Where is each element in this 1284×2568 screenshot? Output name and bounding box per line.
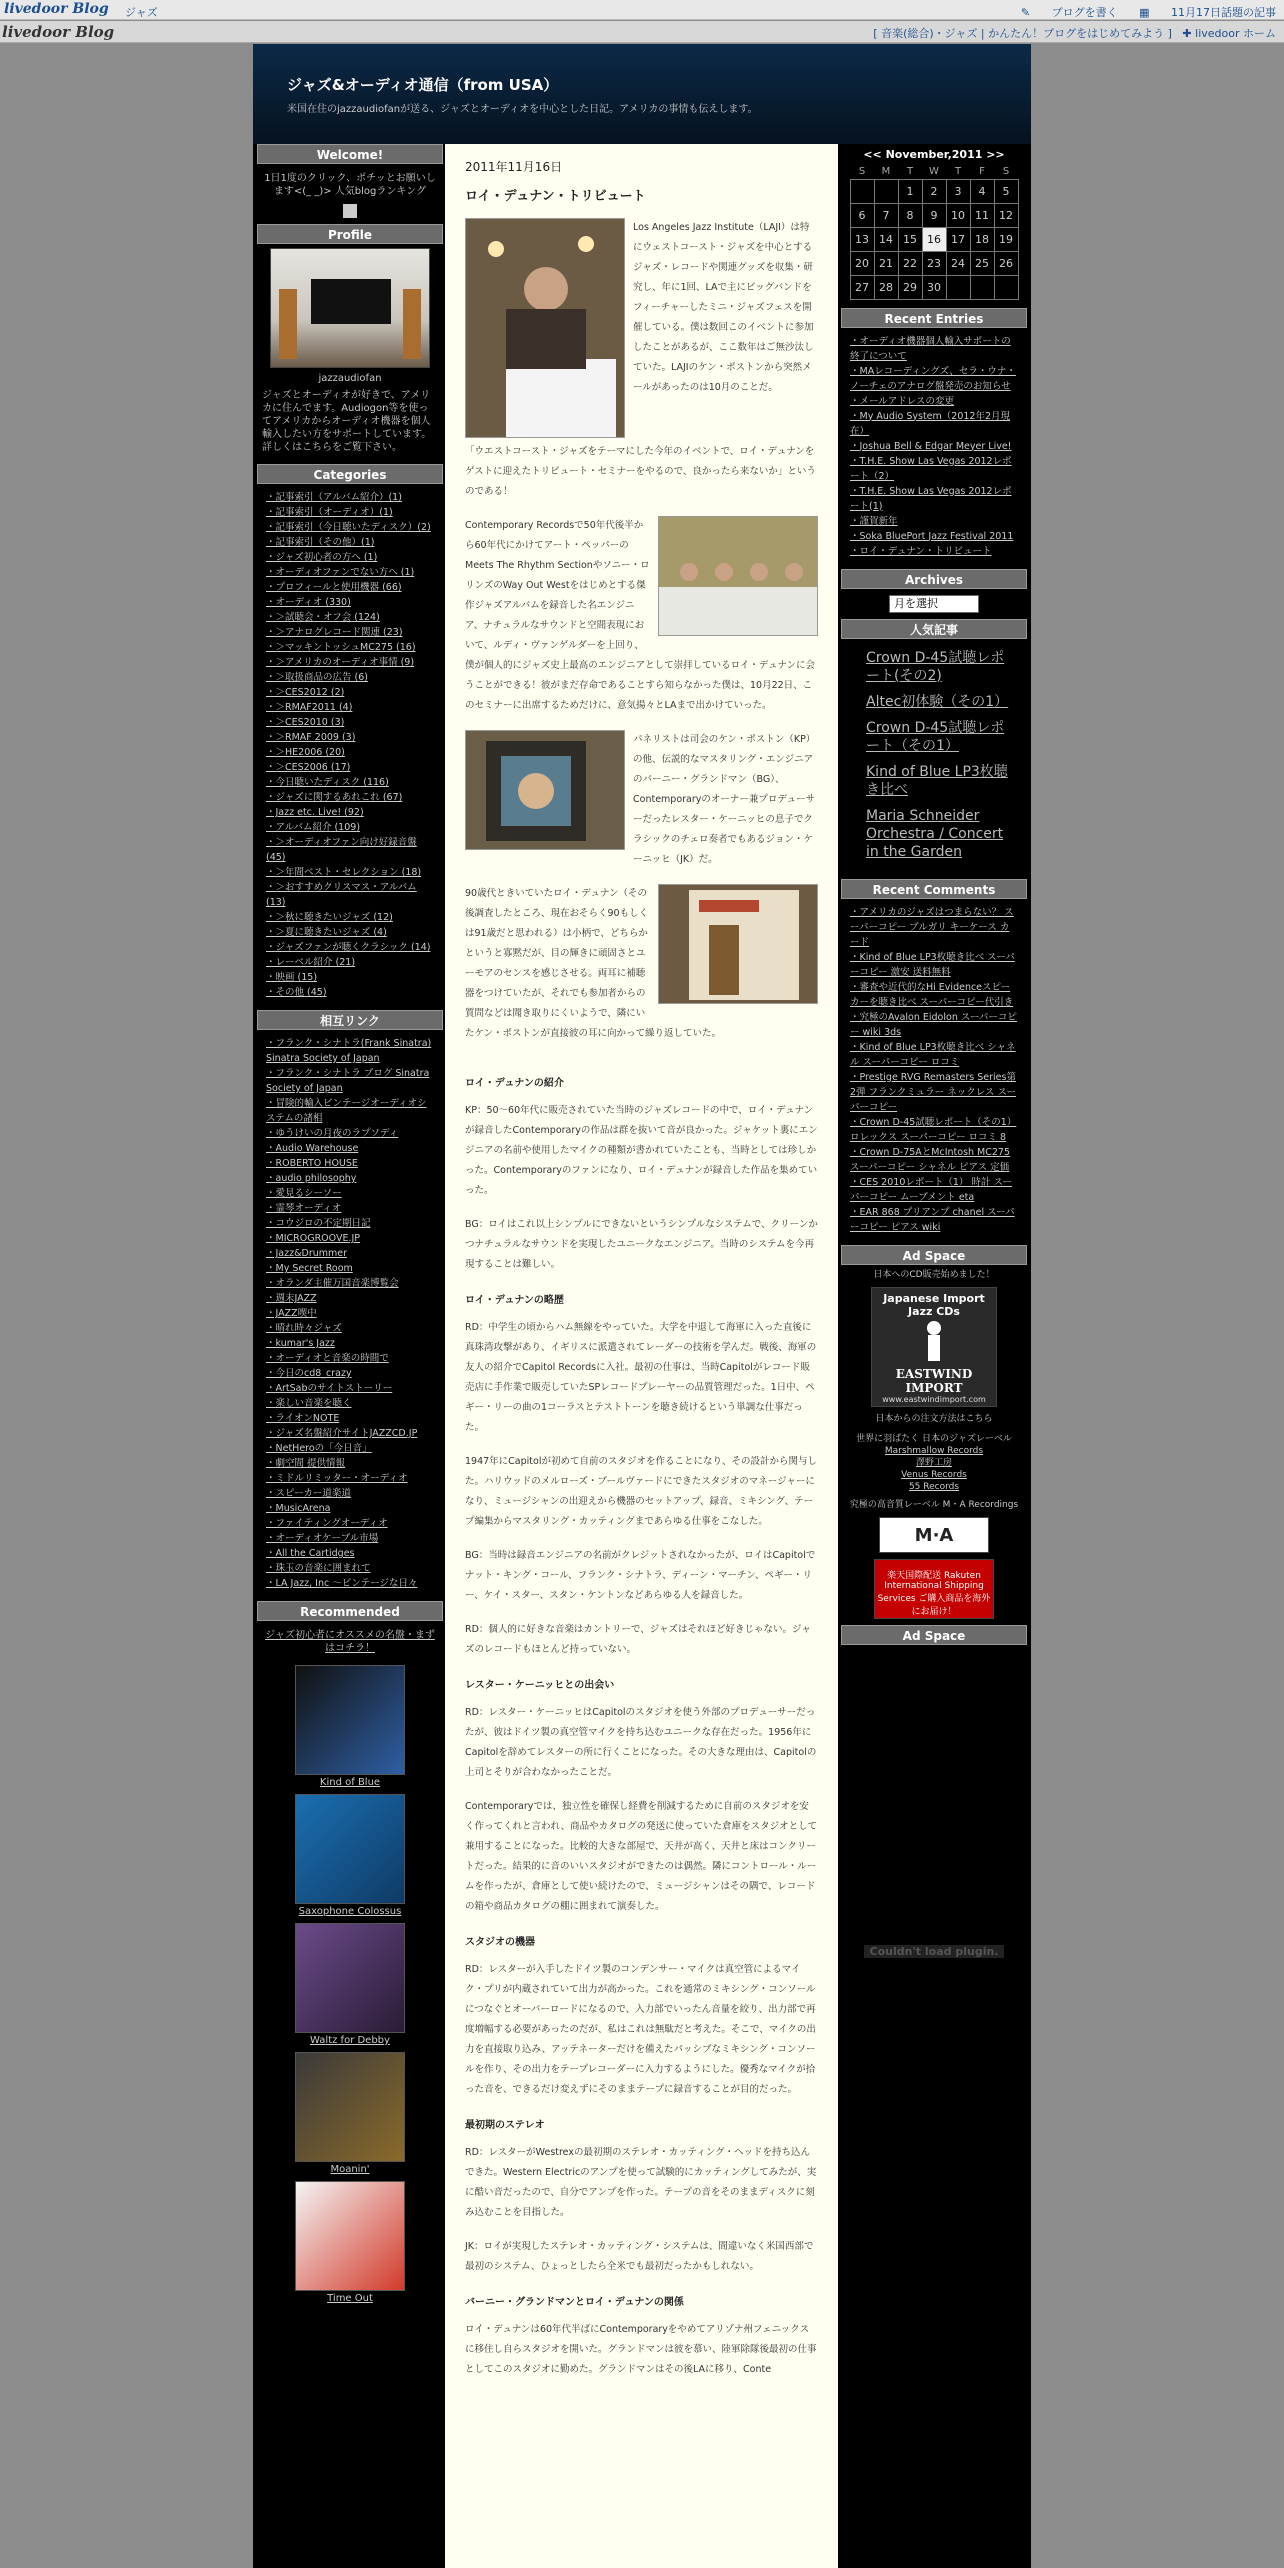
section-6-title: バーニー・グランドマンとロイ・デュナンの関係 [465,2297,684,2308]
category-item[interactable]: ・＞RMAF2011 (4) [266,702,353,713]
post-para-15: RD：レスターがWestrexの最初期のステレオ・カッティング・ヘッドを持ち込んできた。Western Electricのアンプを使って試験的にカッティングしてみたが、実に酷い音だったので、自分でアンプを作った。テープの音をそのままディスクに刻み込むことを目指した。 [465,2147,817,2218]
recommended-albums [256,1665,444,2304]
category-item[interactable]: ・オーディオ (330) [266,597,351,608]
topbar-right [1003,4,1276,20]
weekday-label: M [881,166,891,178]
post-title[interactable]: ロイ・デュナン・トリビュート [465,189,646,204]
category-item[interactable]: ・＞HE2006 (20) [266,747,345,758]
calendar-day[interactable]: 21 [874,251,898,275]
link-item[interactable]: ・霊琴オーディオ [266,1203,342,1214]
calendar-day[interactable]: 2 [922,179,946,203]
plugin-error: Couldn't load plugin. [864,1945,1004,1958]
category-item[interactable]: ・ジャズ初心者の方へ (1) [266,552,378,563]
recent-entry-item[interactable]: ・Soka BluePort Jazz Festival 2011 [850,530,1014,542]
category-item[interactable]: ・＞マッキントッシュMC275 (16) [266,642,416,653]
category-item[interactable]: ・＞取扱商品の広告 (6) [266,672,368,683]
categories-title: Categories [257,464,443,484]
post-para-17: ロイ・デュナンは60年代半ばにContemporaryをやめてアリゾナ州フェニックスに移住し自らスタジオを開いた。グランドマンは彼を慕い、陸軍除隊後最初の仕事としてこのスタジオに勤めた。グランドマンはその後LAに移り、Conte [465,2324,817,2375]
livedoor-blog-bar [0,21,1284,43]
category-item[interactable]: ・＞試聴会・オフ会 (124) [266,612,380,623]
post-para-16: JK：ロイが実現したステレオ・カッティング・システムは、間違いなく米国西部で最初のシステム、ひょっとしたら全米でも最初だったかもしれない。 [465,2241,814,2272]
link-item[interactable]: ・Jazz&Drummer [266,1248,348,1259]
blog-description: 米国在住のjazzaudiofanが送る、ジャズとオーディオを中心とした日記。アメリカの事情も伝えします。 [287,104,758,115]
recent-entries-list [840,332,1028,563]
link-item[interactable]: ・All the Cartidges [266,1548,355,1559]
link-item[interactable]: ・今日のcd8_crazy [266,1368,352,1379]
section-5-title: 最初期のステレオ [465,2120,545,2131]
livedoor-home-label: livedoor ホーム [1195,27,1276,40]
post-para-12: RD：レスター・ケーニッヒはCapitolのスタジオを使う外部のプロデューサーだったが、彼はドイツ製の真空管マイクを持ち込むユニークな存在だった。1956年にCapitolを辞めてレスターの所に行くことになった。その大きな理由は、Capitolの上司とそりが合わなかったことだ。 [465,1707,817,1778]
eastwind-ad-url: www.eastwindimport.com [882,1394,986,1404]
calendar-day[interactable]: 9 [922,203,946,227]
blog-title[interactable]: ジャズ&オーディオ通信（from USA） [287,76,559,94]
seminar-photo-1[interactable] [465,218,625,438]
left-sidebar [256,144,444,2310]
ad-space-title: Ad Space [841,1245,1027,1265]
calendar-day[interactable]: 6 [850,203,874,227]
calendar-day[interactable]: 10 [946,203,970,227]
popular-list [840,643,1028,873]
link-item[interactable]: ・オランダ主催万国音楽博覧会 [266,1278,399,1289]
recent-entries-title: Recent Entries [841,308,1027,328]
link-item[interactable]: ・Audio Warehouse [266,1143,359,1154]
category-item[interactable]: ・＞年間ベスト・セレクション (18) [266,867,422,878]
ad-label-link[interactable]: Marshmallow Records [884,1445,984,1456]
category-item[interactable]: ・ジャズファンが聴くクラシック (14) [266,942,431,953]
link-item[interactable]: ・NetHeroの「今日音」 [266,1443,372,1454]
bar2-links [873,25,1276,41]
link-item[interactable]: ・フランク・シナトラ ブログ Sinatra Society of Japan [266,1068,430,1094]
ad-text-3: 世界に羽ばたく 日本のジャズレーベル [856,1433,1012,1444]
blog-header [253,44,1031,144]
category-item[interactable]: ・プロフィールと使用機器 (66) [266,582,402,593]
calendar-day [994,275,1018,299]
recent-entry-item[interactable]: ・T.H.E. Show Las Vegas 2012レポート（2） [850,455,1012,482]
popular-item[interactable]: Crown D-45試聴レポート(その2) [866,649,1005,684]
calendar-day[interactable]: 26 [994,251,1018,275]
popular-item[interactable]: Kind of Blue LP3枚聴き比べ [866,763,1008,798]
section-2-title: ロイ・デュナンの略歴 [465,1295,564,1306]
eastwind-ad-label: Japanese Import Jazz CDs [883,1291,985,1318]
ad-space-2-title: Ad Space [841,1625,1027,1645]
topic-articles-link[interactable]: ▦ 11月17日話題の記事 [1139,6,1276,19]
post-para-6: KP：50～60年代に販売されていた当時のジャズレコードの中で、ロイ・デュナンが録音したContemporaryの作品は群を抜いて音が良かった。ジャケット裏にエンジニアの名前や使用したマイクの種類が書かれていたことも、当時としては珍しかった。Contemporaryのファンになり、ロイ・デュナンが録音した作品を集めていった。 [465,1105,818,1196]
write-blog-label: ブログを書く [1051,6,1118,19]
calendar-day[interactable]: 18 [970,227,994,251]
eastwind-ad-brand: EASTWIND IMPORT [895,1366,973,1395]
calendar-day[interactable]: 11 [970,203,994,227]
post-para-5: 90歳代ときいていたロイ・デュナン（その後調査したところ、現在おそらく90もしくは91歳だと思われる）は小柄で、どちらかというと寡黙だが、目の輝きに頑固さとユーモアのセンスを感じさせる。両耳に補聴器をつけていたが、それでも参加者からの質問などは聞き取りにくいようで、隣にいたケン・ポストンが直接彼の耳に向かって繰り返していた。 [465,888,722,1039]
livedoor-blog-logo[interactable]: livedoor Blog [4,1,109,17]
category-item[interactable]: ・＞夏に聴きたいジャズ (4) [266,927,387,938]
link-item[interactable]: ・冒険的輸入ビンテージオーディオシステムの諸相 [266,1098,427,1124]
weekday-label: S [858,166,866,178]
link-item[interactable]: ・フランク・シナトラ(Frank Sinatra) Sinatra Society of Japan [266,1038,432,1064]
link-item[interactable]: ・ジャズ名盤紹介サイトJAZZCD.JP [266,1428,418,1439]
archives-select[interactable]: 月を選択 [889,595,979,613]
post-para-2: 「ウエストコースト・ジャズをテーマにした今年のイベントで、ロイ・デュナンをゲストに迎えたトリビュート・セミナーをやるので、良かったら来ないか」というのである！ [465,446,816,497]
recommended-title: Recommended [257,1601,443,1621]
link-item[interactable]: ・珠玉の音楽に囲まれて [266,1563,371,1574]
category-item[interactable]: ・記事索引（今日聴いたディスク）(2) [266,522,431,533]
welcome-title: Welcome! [257,144,443,164]
recent-comment-item[interactable]: ・Crown D-75AとMcIntosh MC275 スーパーコピー シャネル ピアス 定価 [850,1146,1011,1173]
eastwind-import-ad[interactable] [871,1287,997,1407]
ad-label-link[interactable]: 55 Records [908,1481,960,1492]
category-item[interactable]: ・記事索引（その他）(1) [266,537,375,548]
calendar-day[interactable]: 30 [922,275,946,299]
calendar-day[interactable]: 24 [946,251,970,275]
category-item[interactable]: ・＞CES2012 (2) [266,687,345,698]
link-item[interactable]: ・My Secret Room [266,1263,353,1274]
link-item[interactable]: ・楽しい音楽を聴く [266,1398,352,1409]
links-list [256,1034,444,1595]
link-item[interactable]: ・愛見るシーソー [266,1188,342,1199]
category-item[interactable]: ・ジャズに関するあれこれ (67) [266,792,403,803]
post-para-3: Contemporary Recordsで50年代後半から60年代にかけてアート・ペッパーのMeets The Rhythm Sectionやソニー・ロリンズのWay Out Westをはじめとする傑作ジャズアルバムを録音した名エンジニア、ナチュラルなサウンドと空間表現において、ルディ・ヴァンゲルダーを上回り、僕が個人的にジャズ史上最高のエンジニアとして崇拝しているロイ・デュナンに会うことができる！彼がまだ存命であることすら知らなかった僕は、10月22日、このセミナーに出席するためだけに、意気揚々とLAまで出かけていった。 [465,520,816,711]
calendar-day[interactable]: 25 [970,251,994,275]
weekday-label: W [929,166,939,178]
categories-list [256,488,444,1004]
category-item[interactable]: ・＞秋に聴きたいジャズ (12) [266,912,393,923]
recent-comment-item[interactable]: ・審査や近代的なHi Evidenceスピーカーを聴き比べ スーパーコピー代引き [850,981,1014,1008]
link-item[interactable]: ・オーディオケーブル市場 [266,1533,379,1544]
album-title[interactable]: Kind of Blue [319,1777,381,1788]
category-item[interactable]: ・＞オーディオファン向け好録音盤 (45) [266,837,417,863]
calendar-day[interactable]: 27 [850,275,874,299]
recent-comment-item[interactable]: ・CES 2010レポート（1） 時計 スーパーコピー ムーブメント eta [850,1176,1012,1203]
album-title[interactable]: Saxophone Colossus [298,1906,402,1917]
write-blog-link[interactable]: ✎ ブログを書く [1020,6,1118,19]
recent-comments-title: Recent Comments [841,879,1027,899]
profile-title: Profile [257,224,443,244]
recent-entry-item[interactable]: ・メールアドレスの変更 [850,395,955,407]
topic-articles-label: 11月17日話題の記事 [1171,6,1276,19]
calendar-day[interactable]: 13 [850,227,874,251]
right-sidebar [840,144,1028,1958]
calendar-day[interactable]: 5 [994,179,1018,203]
link-item[interactable]: ・MICROGROOVE.JP [266,1233,361,1244]
link-item[interactable]: ・劇空間 提供情報 [266,1458,346,1469]
category-item[interactable]: ・その他 (45) [266,987,327,998]
calendar-day[interactable]: 8 [898,203,922,227]
post-para-7: BG：ロイはこれ以上シンプルにできないというシンプルなシステムで、クリーンかつナチュラルなサウンドを実現したユニークなエンジニア。当時のシステムを今再現することは難しい。 [465,1219,818,1270]
category-item[interactable]: ・＞アメリカのオーディオ事情 (9) [266,657,415,668]
album-cover-photo[interactable] [465,730,625,850]
weekday-label: T [954,166,962,178]
recent-comments-list [840,903,1028,1239]
link-item[interactable]: ・スピーカー道楽道 [266,1488,351,1499]
link-item[interactable]: ・audio philosophy [266,1173,357,1184]
ad-label-link[interactable]: Venus Records [901,1469,967,1480]
link-item[interactable]: ・ライオンNOTE [266,1413,340,1424]
calendar-day [946,275,970,299]
calendar-day[interactable]: 14 [874,227,898,251]
post-para-8: RD：中学生の頃からハム無線をやっていた。大学を中退して海軍に入った直後に真珠湾攻撃があり、イギリスに派遣されてレーダーの技術を学んだ。戦後、海軍の友人の紹介でCapitol Recordsに入社。最初の仕事は、当時Capitolがレコード販売店に手作業で販売していたSPレコードプレーヤーの品質管理だった。1日中、ペギー・リーの曲の1コーラスとテストトーンを聴き続けるという単調な仕事だった。 [465,1322,817,1433]
calendar-day[interactable]: 1 [898,179,922,203]
calendar-day[interactable]: 17 [946,227,970,251]
recent-comment-item[interactable]: ・Crown D-45試聴レポート（その1） ロレックス スーパーコピー ロコミ 8 [850,1116,1017,1143]
ad-text-2[interactable]: 日本からの注文方法はこちら [875,1413,993,1424]
section-3-title: レスター・ケーニッヒとの出会い [465,1680,615,1691]
calendar-day [850,179,874,203]
link-item[interactable]: ・kumar's Jazz [266,1338,335,1349]
calendar-day [970,275,994,299]
recent-comment-item[interactable]: ・Kind of Blue LP3枚聴き比べ シャネル スーパーコピー ロコミ [850,1041,1016,1068]
recent-entry-item[interactable]: ・T.H.E. Show Las Vegas 2012レポート(1) [850,485,1012,512]
album-cover[interactable] [295,1794,405,1904]
album-title[interactable]: Waltz for Debby [310,2035,390,2046]
section-1-title: ロイ・デュナンの紹介 [465,1078,564,1089]
sax-player-icon [914,1318,954,1364]
link-item[interactable]: ・JAZZ喫中 [266,1308,317,1319]
link-item[interactable]: ・オーディオと音楽の時間で [266,1353,389,1364]
speaker-right-shape [403,289,421,359]
ad-text-1: 日本へのCD販売始めました！ [873,1269,995,1280]
calendar [850,165,1019,300]
calendar-day[interactable]: 23 [922,251,946,275]
popular-title: 人気記事 [841,619,1027,639]
recent-entry-item[interactable]: ・My Audio System（2012年2月現在） [850,410,1011,437]
calendar-day[interactable]: 3 [946,179,970,203]
link-item[interactable]: ・ファイティングオーディオ [266,1518,388,1529]
post-date: 2011年11月16日 [465,160,563,174]
post-para-13: Contemporaryでは、独立性を確保し経費を削減するために自前のスタジオを安く作ってくれと言われ、商品やカタログの発送に使っていた倉庫をスタジオとして兼用することになった。比較的大きな部屋で、天井が高く、天井と床はコンクリートだった。結果的に音のいいスタジオができたのは偶然。隣にコントロール・ルームを作ったが、倉庫として使い続けたので、ミュージシャンはその隅で、レコードの箱や商品カタログの棚に囲まれて演奏した。 [465,1801,818,1912]
category-item[interactable]: ・＞CES2010 (3) [266,717,345,728]
archives-title: Archives [841,569,1027,589]
calendar-title[interactable]: << November,2011 >> [863,148,1005,161]
rakuten-shipping-ad[interactable] [874,1559,994,1619]
link-item[interactable]: ・MusicArena [266,1503,331,1514]
profile-name: jazzaudiofan [318,373,382,384]
blog-page [253,44,1031,2568]
category-item[interactable]: ・今日聴いたディスク (116) [266,777,389,788]
bar2-genre-links[interactable]: [ 音楽(総合)・ジャズ | かんたん！ブログをはじめてみよう ] [873,27,1172,40]
post-para-10: BG：当時は録音エンジニアの名前がクレジットされなかったが、ロイはCapitolでナット・キング・コール、フランク・シナトラ、ディーン・マーチン、ペギー・リー、ケイ・スター、スタン・ケントンなどあらゆる人を録音した。 [465,1550,816,1601]
recent-comment-item[interactable]: ・Prestige RVG Remasters Series第2弾 フランクミュラー ネックレス スーパーコピー [850,1071,1016,1113]
category-item[interactable]: ・記事索引（アルバム紹介）(1) [266,492,402,503]
recent-comment-item[interactable]: ・究極のAvalon Eidolon スーパーコピー wiki 3ds [850,1011,1017,1038]
recent-comment-item[interactable]: ・Kind of Blue LP3枚聴き比べ スーパーコピー 激安 送料無料 [850,951,1015,978]
category-item[interactable]: ・＞おすすめクリスマス・アルバム (13) [266,882,417,908]
calendar-day[interactable]: 20 [850,251,874,275]
rakuten-ad-label: 楽天国際配送 Rakuten International Shipping Services ご購入商品を海外にお届け！ [877,1570,991,1617]
recent-entry-item[interactable]: ・ロイ・デュナン・トリビュート [850,545,992,557]
album-cover[interactable] [295,2052,405,2162]
profile-photo[interactable] [270,248,430,368]
popular-item[interactable]: Maria Schneider Orchestra / Concert in the Garden [866,807,1004,860]
calendar-day[interactable]: 4 [970,179,994,203]
tv-shape [311,279,391,324]
calendar-day[interactable]: 19 [994,227,1018,251]
calendar-day [874,179,898,203]
calendar-day[interactable]: 29 [898,275,922,299]
livedoor-home-link[interactable]: ✚ livedoor ホーム [1182,27,1276,40]
link-item[interactable]: ・ミドルリミッター・オーディオ [266,1473,408,1484]
calendar-day[interactable]: 7 [874,203,898,227]
weekday-label: T [906,166,914,178]
welcome-text[interactable]: 1日1度のクリック、ポチッとお願いします<(_ _)> 人気blogランキング [264,173,436,197]
recent-entry-item[interactable]: ・謹賀新年 [850,515,898,527]
category-item[interactable]: ・レーベル紹介 (21) [266,957,356,968]
calendar-day[interactable]: 28 [874,275,898,299]
popular-item[interactable]: Altec初体験（その1） [866,693,1009,710]
post-para-4: パネリストは司会のケン・ポストン（KP）の他、伝説的なマスタリング・エンジニアのバーニー・グランドマン（BG）、Contemporaryのオーナー兼プロデューサーだったレスター・ケーニッヒの息子でクラシックのチェロ奏者でもあるジョン・ケーニッヒ（JK）だ。 [633,734,816,865]
recent-entry-item[interactable]: ・Joshua Bell & Edgar Meyer Live! [850,440,1012,452]
livedoor-blog-logo-2[interactable]: livedoor Blog [2,23,115,41]
album-cover[interactable] [295,1923,405,2033]
category-item[interactable]: ・＞アナログレコード関連 (23) [266,627,403,638]
links-title: 相互リンク [257,1010,443,1030]
album-cover[interactable] [295,2181,405,2291]
album-cover[interactable] [295,1665,405,1775]
recommended-text[interactable]: ジャズ初心者にオススメの名盤・まずはコチラ！ [265,1630,435,1654]
weekday-label: F [979,166,985,178]
link-item[interactable]: ・ROBERTO HOUSE [266,1158,358,1169]
livedoor-topbar [0,0,1284,20]
link-item[interactable]: ・晴れ時々ジャズ [266,1323,342,1334]
calendar-day[interactable]: 16 [922,227,946,251]
popular-item[interactable]: Crown D-45試聴レポート（その1） [866,719,1005,754]
speaker-left-shape [279,289,297,359]
calendar-day[interactable]: 12 [994,203,1018,227]
link-item[interactable]: ・LA Jazz, Inc ～ビンテージな日々 [266,1578,418,1589]
profile-text: ジャズとオーディオが好きで、アメリカに住んでます。Audiogon等を使ってアメリカからオーディオ機器を個人輸入したい方をサポートしています。詳しくはこちらをご覧下さい。 [262,390,432,453]
category-item[interactable]: ・＞RMAF 2009 (3) [266,732,356,743]
post-para-11: RD：個人的に好きな音楽はカントリーで、ジャズはそれほど好きじゃない。ジャズのレコードもほとんど持っていない。 [465,1624,811,1655]
main-content [445,144,838,2568]
link-item[interactable]: ・ゆうけいの月夜のラプソディ [266,1128,399,1139]
album-title[interactable]: Time Out [327,2293,373,2304]
link-item[interactable]: ・ArtSabのサイトストーリー [266,1383,393,1394]
album-title[interactable]: Moanin' [330,2164,370,2175]
recent-comment-item[interactable]: ・アメリカのジャズはつまらない？ スーパーコピー ブルガリ キーケース カード [850,906,1014,948]
calendar-day[interactable]: 15 [898,227,922,251]
seminar-photo-2[interactable] [658,516,818,636]
link-item[interactable]: ・週末JAZZ [266,1293,317,1304]
post-para-9: 1947年にCapitolが初めて自前のスタジオを作ることになり、その設計から関与した。ハリウッドのメルローズ・ブールヴァードにできたスタジオのマネージャーになり、ミュージシャンの出迎えから機器のセットアップ、録音、ミキシング、テープ編集からマスタリング・カッティングまであらゆる仕事をこなした。 [465,1456,817,1527]
calendar-day[interactable]: 22 [898,251,922,275]
category-item[interactable]: ・記事索引（オーディオ）(1) [266,507,393,518]
recent-entry-item[interactable]: ・オーディオ機器個人輸入サポートの終了について [850,335,1011,362]
link-item[interactable]: ・コウジロの不定期日記 [266,1218,371,1229]
category-item[interactable]: ・＞CES2006 (17) [266,762,351,773]
category-item[interactable]: ・アルバム紹介 (109) [266,822,361,833]
recent-entry-item[interactable]: ・MAレコーディングズ、セラ・ウナ・ノーチェのアナログ盤発売のお知らせ [850,365,1016,392]
category-item[interactable]: ・映画 (15) [266,972,318,983]
ranking-banner-icon[interactable] [343,204,357,218]
category-item[interactable]: ・オーディオファンでない方へ (1) [266,567,415,578]
post-para-1: Los Angeles Jazz Institute（LAJI）は特にウェストコースト・ジャズを中心とするジャズ・レコードや関連グッズを収集・研究し、年に1回、LAで主にビッグバンドをフィーチャーしたミニ・ジャズフェスを開催している。僕は数回このイベントに参加したことがあるが、ここ数年はご無沙汰していた。LAJIのケン・ポストンから突然メールがあったのは10月のことだ。 [633,222,814,393]
ad-label-link[interactable]: 澤野工房 [915,1457,952,1468]
way-out-west-photo[interactable] [658,884,818,1004]
section-4-title: スタジオの機器 [465,1937,535,1948]
post-para-14: RD：レスターが入手したドイツ製のコンデンサー・マイクは真空管によるマイク・プリが内蔵されていて出力が高かった。これを通常のミキシング・コンソールにつなぐとオーバーロードになるので、入力部でいったん音量を絞り、出力部で再度増幅する必要があったのだが、私はこれは無駄だと考えた。そこで、マイクの出力を直接取り込み、アッテネーターだけを備えたパッシブなミキシング・コンソールを作り、その出力をテープレコーダーに入力するようにした。優秀なマイクが拾った音を、できるだけ変えずにそのままテープに録音することが目的だった。 [465,1964,816,2095]
ad-text-4: 究極の高音質レーベル M・A Recordings [849,1499,1019,1510]
topbar-category-link[interactable]: ジャズ [125,6,158,19]
ad-label-list [840,1445,1028,1493]
category-item[interactable]: ・Jazz etc. Live! (92) [266,807,364,818]
recent-comment-item[interactable]: ・EAR 868 プリアンプ chanel スーパーコピー ピアス wiki [850,1206,1015,1233]
weekday-label: S [1002,166,1010,178]
ma-recordings-ad[interactable]: M·A [879,1517,989,1553]
